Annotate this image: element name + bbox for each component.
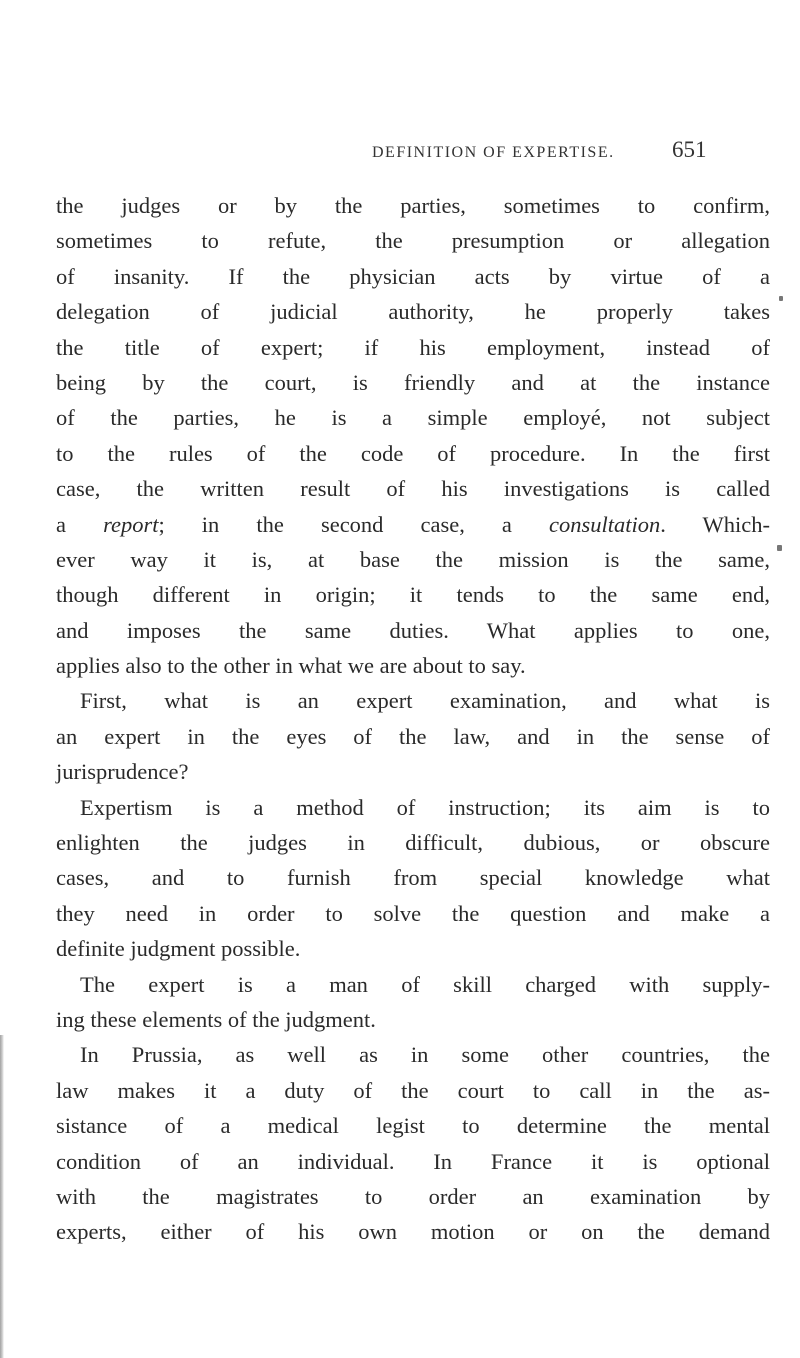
paper-speck — [779, 296, 783, 301]
text-line: though different in origin; it tends to the same end, — [56, 582, 770, 608]
paragraph-start-line: In Prussia, as well as in some other countries, the — [80, 1042, 770, 1068]
italic-term-consultation: consultation — [548, 511, 661, 537]
paragraph-start-line: First, what is an expert examination, and what is — [80, 688, 770, 714]
text-line: ever way it is, at base the mission is the same, — [56, 546, 770, 572]
text-line: being by the court, is friendly and at the instance — [56, 369, 770, 395]
text-line: they need in order to solve the question and make a — [56, 900, 770, 926]
text-line: sistance of a medical legist to determine the mental — [56, 1113, 770, 1139]
text-run: ; in the second case, a — [158, 511, 549, 537]
text-line: ing these elements of the judgment. — [56, 1006, 376, 1032]
text-line: applies also to the other in what we are about to say. — [56, 653, 526, 679]
text-line: the title of expert; if his employment, instead of — [56, 334, 770, 360]
text-line: case, the written result of his investigations is called — [56, 476, 770, 502]
text-line: to the rules of the code of procedure. In the first — [56, 440, 770, 466]
text-line: experts, either of his own motion or on the demand — [56, 1219, 770, 1245]
text-line: condition of an individual. In France it is optional — [56, 1148, 770, 1174]
text-line: law makes it a duty of the court to call in the as- — [56, 1077, 770, 1103]
page-header — [0, 137, 800, 180]
running-title: DEFINITION OF EXPERTISE. — [372, 144, 615, 161]
text-line: the judges or by the parties, sometimes to confirm, — [56, 193, 770, 218]
italic-term-report: report — [103, 511, 159, 537]
text-line: with the magistrates to order an examination by — [56, 1183, 770, 1209]
text-run: a — [56, 511, 104, 537]
paragraph-start-line: Expertism is a method of instruction; its aim is to — [80, 794, 770, 820]
page-number: 651 — [672, 137, 707, 162]
text-line: definite judgment possible. — [56, 936, 301, 962]
paragraph-start-line: The expert is a man of skill charged with supply- — [80, 971, 770, 997]
text-line: delegation of judicial authority, he properly takes — [56, 299, 770, 325]
text-line: enlighten the judges in difficult, dubious, or obscure — [56, 830, 770, 856]
body-text — [56, 188, 770, 1250]
text-line: jurisprudence? — [56, 759, 189, 785]
text-line: sometimes to refute, the presumption or allegation — [56, 228, 770, 254]
text-line-with-italics — [56, 507, 770, 542]
text-line: of insanity. If the physician acts by virtue of a — [56, 263, 770, 289]
binding-gutter-shadow — [0, 1035, 4, 1358]
text-run: . Which- — [660, 511, 770, 537]
text-line: cases, and to furnish from special knowledge what — [56, 865, 770, 891]
text-line: of the parties, he is a simple employé, not subject — [56, 405, 770, 431]
text-line: an expert in the eyes of the law, and in the sense of — [56, 723, 770, 749]
paper-speck — [777, 545, 782, 551]
text-line: and imposes the same duties. What applies to one, — [56, 617, 770, 643]
